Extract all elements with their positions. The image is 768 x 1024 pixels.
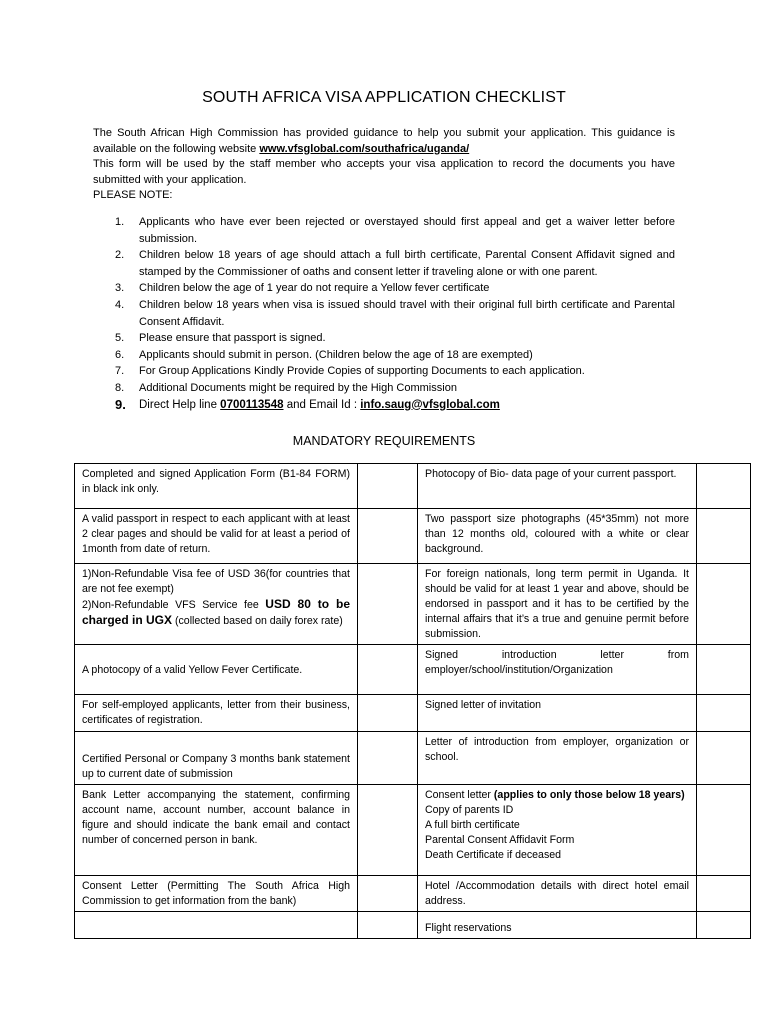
requirement-cell: A photocopy of a valid Yellow Fever Certificate. [75, 645, 358, 695]
visa-fee-text: 1)Non-Refundable Visa fee of USD 36(for countries that are not fee exempt) [82, 568, 350, 595]
consent-letter-text [425, 788, 689, 803]
note-number: 5. [115, 332, 125, 345]
intro-guidance [93, 126, 675, 157]
table-row [75, 564, 751, 645]
requirements-table [74, 463, 751, 939]
checkbox-cell[interactable] [697, 876, 751, 912]
requirement-cell: Signed letter of invitation [418, 695, 697, 732]
checkbox-cell[interactable] [697, 785, 751, 876]
requirement-cell [75, 564, 358, 645]
service-fee-note: (collected based on daily forex rate) [172, 615, 343, 627]
note-text: Children below 18 years of age should attach a full birth certificate, Parental Consent Affidavit signed and stamped by the Commissioner of oaths and consent letter if traveling alone or with one parent. [139, 249, 675, 278]
note-text: Children below the age of 1 year do not require a Yellow fever certificate [139, 282, 490, 295]
helpline-label: Direct Help line [139, 398, 221, 411]
requirement-cell: Completed and signed Application Form (B1-84 FORM) in black ink only. [75, 464, 358, 509]
requirement-cell: Flight reservations [418, 912, 697, 939]
note-item [115, 347, 675, 364]
intro-section [93, 126, 675, 204]
checkbox-cell[interactable] [358, 645, 418, 695]
requirement-cell: Photocopy of Bio- data page of your current passport. [418, 464, 697, 509]
requirement-cell: A valid passport in respect to each applicant with at least 2 clear pages and should be valid for at least a period of 1month from date of return. [75, 509, 358, 564]
checkbox-cell[interactable] [697, 912, 751, 939]
note-text: Applicants who have ever been rejected or overstayed should first appeal and get a waiver letter before submission. [139, 216, 675, 245]
note-number: 9. [115, 396, 126, 412]
consent-doc-item: A full birth certificate [425, 819, 520, 831]
checkbox-cell[interactable] [697, 645, 751, 695]
note-item [115, 297, 675, 330]
note-item [115, 247, 675, 280]
note-item [115, 214, 675, 247]
note-number: 4. [115, 298, 125, 311]
checkbox-cell[interactable] [358, 876, 418, 912]
note-text: Please ensure that passport is signed. [139, 332, 326, 345]
consent-letter-condition: (applies to only those below 18 years) [493, 789, 685, 801]
intro-guidance-text: The South African High Commission has provided guidance to help you submit your application. This guidance is available on the following website [93, 127, 675, 155]
note-item [115, 280, 675, 297]
checkbox-cell[interactable] [697, 695, 751, 732]
requirement-cell: Letter of introduction from employer, organization or school. [418, 732, 697, 785]
checkbox-cell[interactable] [358, 564, 418, 645]
note-text: Applicants should submit in person. (Children below the age of 18 are exempted) [139, 348, 533, 361]
intro-form-usage: This form will be used by the staff member who accepts your visa application to record the documents you have submitted with your application. [93, 158, 675, 186]
note-item-helpline [115, 397, 675, 414]
requirement-cell [75, 912, 358, 939]
service-fee-text [82, 597, 350, 629]
checkbox-cell[interactable] [697, 464, 751, 509]
consent-letter-label: Consent letter [425, 789, 494, 801]
support-email-link[interactable]: info.saug@vfsglobal.com [360, 398, 500, 411]
mandatory-requirements-heading: MANDATORY REQUIREMENTS [292, 434, 476, 448]
checkbox-cell[interactable] [697, 509, 751, 564]
requirement-cell: Hotel /Accommodation details with direct hotel email address. [418, 876, 697, 912]
requirement-cell [418, 785, 697, 876]
note-number: 6. [115, 348, 125, 361]
service-fee-amount: USD 80 to be charged in UGX [82, 597, 351, 627]
checkbox-cell[interactable] [697, 732, 751, 785]
table-row [75, 785, 751, 876]
note-number: 2. [115, 249, 125, 262]
requirement-cell: Bank Letter accompanying the statement, confirming account name, account number, account balance in figure and should indicate the bank email and contact number of concerned person in bank. [75, 785, 358, 876]
note-number: 7. [115, 365, 125, 378]
note-number: 3. [115, 282, 125, 295]
note-text: Additional Documents might be required by the High Commission [139, 381, 457, 394]
email-label: and Email Id : [283, 398, 361, 411]
requirement-cell: For foreign nationals, long term permit in Uganda. It should be valid for at least 1 year and above, should be endorsed in passport and it has to be certified by the internal affairs that it’s a true and genuine permit before submission. [418, 564, 697, 645]
table-row [75, 509, 751, 564]
consent-doc-item: Death Certificate if deceased [425, 849, 562, 861]
notes-list [115, 214, 675, 413]
vfs-website-link[interactable]: www.vfsglobal.com/southafrica/uganda/ [259, 142, 470, 155]
checkbox-cell[interactable] [358, 785, 418, 876]
checkbox-cell[interactable] [358, 695, 418, 732]
checkbox-cell[interactable] [697, 564, 751, 645]
requirement-cell: Two passport size photographs (45*35mm) not more than 12 months old, coloured with a white or clear background. [418, 509, 697, 564]
checkbox-cell[interactable] [358, 509, 418, 564]
note-text: For Group Applications Kindly Provide Copies of supporting Documents to each application. [139, 365, 585, 378]
table-row [75, 464, 751, 509]
requirement-cell: Certified Personal or Company 3 months bank statement up to current date of submission [75, 732, 358, 785]
requirement-cell: Consent Letter (Permitting The South Africa High Commission to get information from the bank) [75, 876, 358, 912]
note-item [115, 363, 675, 380]
note-text: Children below 18 years when visa is issued should travel with their original full birth certificate and Parental Consent Affidavit. [139, 298, 675, 328]
consent-doc-item: Copy of parents ID [425, 804, 514, 816]
checkbox-cell[interactable] [358, 732, 418, 785]
table-row [75, 645, 751, 695]
note-item [115, 330, 675, 347]
note-number: 1. [115, 216, 125, 228]
service-fee-label: 2)Non-Refundable VFS Service fee [82, 599, 266, 611]
note-number: 8. [115, 381, 125, 394]
page-title: SOUTH AFRICA VISA APPLICATION CHECKLIST [202, 89, 566, 106]
consent-doc-item: Parental Consent Affidavit Form [425, 834, 575, 846]
requirement-cell: Signed introduction letter from employer/school/institution/Organization [418, 645, 697, 695]
table-row [75, 912, 751, 939]
table-row [75, 695, 751, 732]
helpline-phone-link[interactable]: 0700113548 [220, 398, 284, 411]
table-row [75, 732, 751, 785]
checkbox-cell[interactable] [358, 912, 418, 939]
please-note-label: PLEASE NOTE: [93, 189, 173, 201]
table-row [75, 876, 751, 912]
checkbox-cell[interactable] [358, 464, 418, 509]
requirement-cell: For self-employed applicants, letter from their business, certificates of registration. [75, 695, 358, 732]
note-item [115, 380, 675, 397]
